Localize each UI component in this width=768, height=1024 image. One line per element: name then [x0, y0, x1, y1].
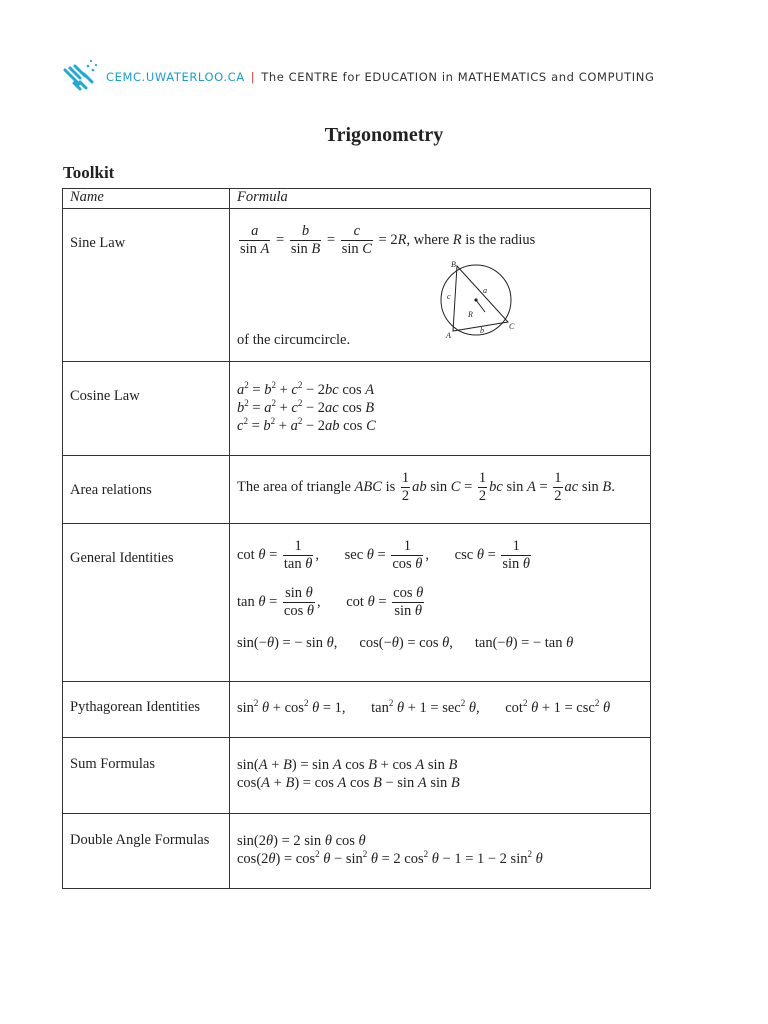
formula-table: [62, 188, 651, 889]
site-link[interactable]: CEMC.UWATERLOO.CA: [106, 70, 245, 84]
vertex-label-b: B: [451, 261, 456, 269]
pythagorean-identities-formula: $\sin^2 \theta + \cos^2 \theta = 1$, $\tan^2 \theta + 1 = \sec^2 \theta$, $\cot^2 \theta + 1 = \csc^2 \theta$: [230, 682, 651, 738]
circumcircle-diagram: [436, 261, 516, 341]
table-row: [63, 456, 651, 524]
centre-name: The CENTRE for EDUCATION in MATHEMATICS and COMPUTING: [261, 70, 655, 84]
table-row: [63, 814, 651, 889]
side-label-b: b: [480, 326, 484, 335]
cosine-law-formula: $a^2 = b^2 + c^2 - 2bc$ cos A $b^2 = a^2 + c^2 - 2ac$ cos B $c^2 = b^2 + a^2 - 2ab$ cos C: [230, 362, 651, 456]
row-name: Pythagorean Identities: [63, 682, 230, 738]
radius-label: R: [468, 310, 473, 319]
row-name: Double Angle Formulas: [63, 814, 230, 889]
table-row: [63, 209, 651, 362]
table-row: [63, 524, 651, 682]
column-header-name: Name: [63, 189, 230, 209]
sine-law-formula: $\frac{a}{\text{sin A}}$ = $\frac{b}{\text{sin B}}$ = $\frac{c}{\text{sin C}}$ = 2R, where R is the radius B c a R A b C of the circumcircle.: [230, 209, 651, 362]
sum-formulas-formula: sin(A + B) = sin A cos B + cos A sin B cos(A + B) = cos A cos B − sin A sin B: [230, 738, 651, 814]
section-title: Toolkit: [63, 163, 115, 182]
table-row: [63, 362, 651, 456]
vertex-label-c: C: [509, 322, 515, 331]
row-name: Sine Law: [63, 209, 230, 362]
site-brand: [106, 70, 654, 84]
vertex-label-a: A: [446, 331, 451, 340]
row-name: Cosine Law: [63, 362, 230, 456]
page-title: Trigonometry: [324, 124, 444, 146]
row-name: Area relations: [63, 456, 230, 524]
general-identities-formula: cot θ = $\frac{1}{\text{tan θ}}$ , sec θ = $\frac{1}{\text{cos θ}}$ , csc θ = $\frac{1}{\text{sin θ}}$ tan θ = $\frac{\text{sin θ}}{\text{cos θ}}$ , cot θ = $\frac{\text{cos θ}}{\text{sin θ}}$ sin(−θ) = − sin θ, cos(−θ) = cos θ, tan(−θ) = − tan θ: [230, 524, 651, 682]
column-header-formula: Formula: [230, 189, 651, 209]
row-name: Sum Formulas: [63, 738, 230, 814]
header: [62, 56, 712, 96]
side-label-c: c: [447, 292, 451, 301]
double-angle-formulas-formula: sin(2θ) = 2 sin θ cos θ $\cos(2\theta) = \cos^2 \theta - \sin^2 \theta = 2$ $\cos^2 \theta - 1 = 1 - 2$ $\sin^2 \theta$: [230, 814, 651, 889]
table-row: [63, 682, 651, 738]
cemc-logo-icon: [62, 56, 102, 96]
side-label-a: a: [483, 286, 487, 295]
table-row: [63, 738, 651, 814]
row-name: General Identities: [63, 524, 230, 682]
header-separator: |: [250, 70, 256, 84]
area-formula: The area of triangle ABC is $\frac{1}{2}$ ab sin C = $\frac{1}{2}$ bc sin A = $\frac{1}{2}$ ac sin B.: [230, 456, 651, 524]
table-header-row: [63, 189, 651, 209]
